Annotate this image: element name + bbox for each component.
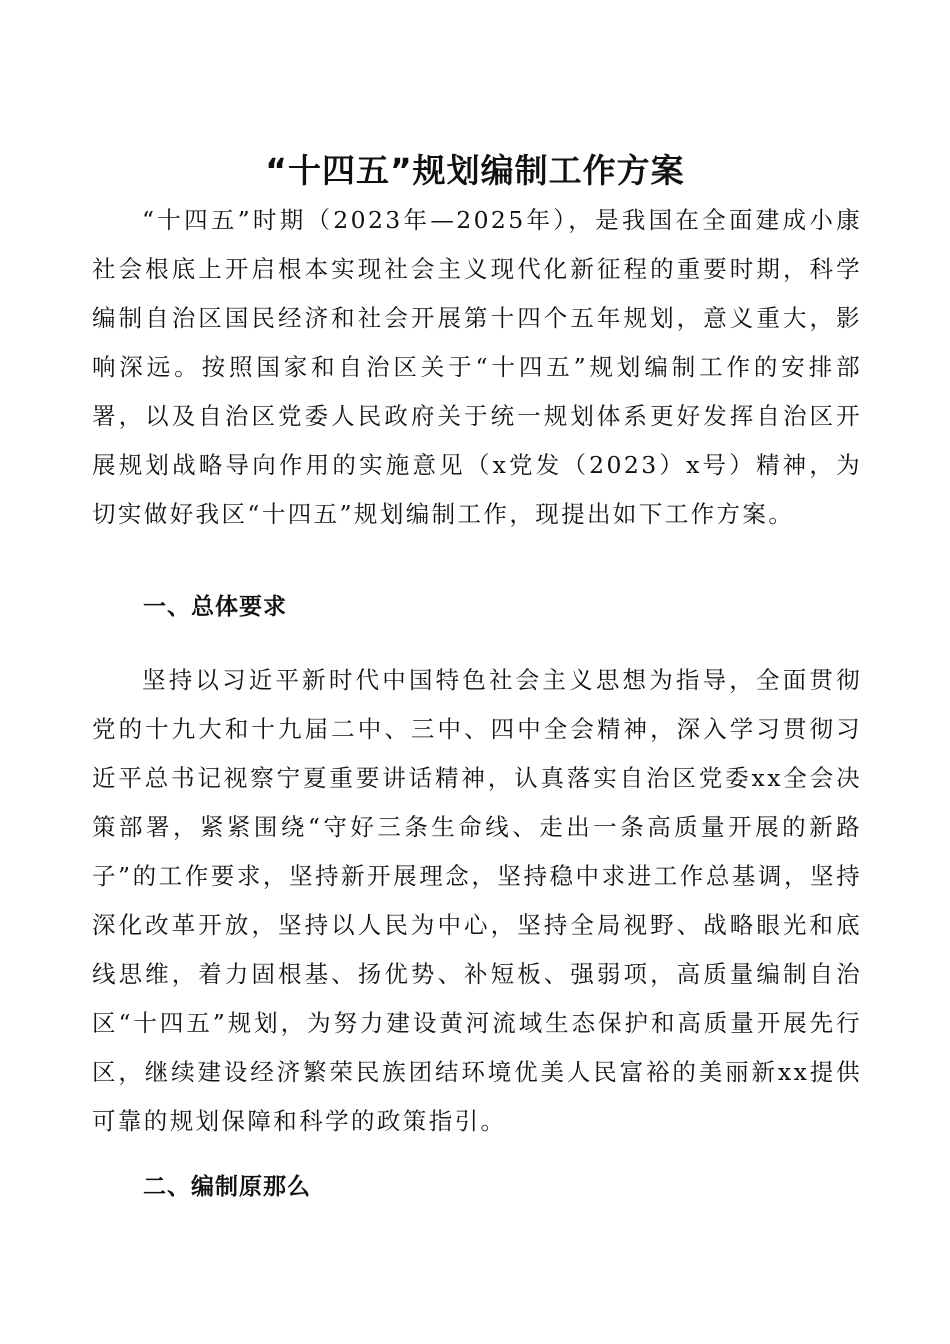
section-heading-compilation-principles: 二、编制原那么	[143, 1174, 311, 1200]
intro-paragraph: “十四五”时期（2023年—2025年），是我国在全面建成小康社会根底上开启根本实现社会主义现代化新征程的重要时期，科学编制自治区国民经济和社会开展第十四个五年规划，意义重大，影响深远。按照国家和自治区关于“十四五”规划编制工作的安排部署，以及自治区党委人民政府关于统一规划体系更好发挥自治区开展规划战略导向作用的实施意见（x党发（2023）x号）精神，为切实做好我区“十四五”规划编制工作，现提出如下工作方案。	[92, 206, 862, 528]
section-heading-overall-requirements: 一、总体要求	[143, 594, 287, 620]
document-title: “十四五”规划编制工作方案	[265, 151, 685, 190]
section-body-overall-requirements: 坚持以习近平新时代中国特色社会主义思想为指导，全面贯彻党的十九大和十九届二中、三中、四中全会精神，深入学习贯彻习近平总书记视察宁夏重要讲话精神，认真落实自治区党委xx全会决策部署，紧紧围绕“守好三条生命线、走出一条高质量开展的新路子”的工作要求，坚持新开展理念，坚持稳中求进工作总基调，坚持深化改革开放，坚持以人民为中心，坚持全局视野、战略眼光和底线思维，着力固根基、扬优势、补短板、强弱项，高质量编制自治区“十四五”规划，为努力建设黄河流域生态保护和高质量开展先行区，继续建设经济繁荣民族团结环境优美人民富裕的美丽新xx提供可靠的规划保障和科学的政策指引。	[92, 666, 862, 1135]
